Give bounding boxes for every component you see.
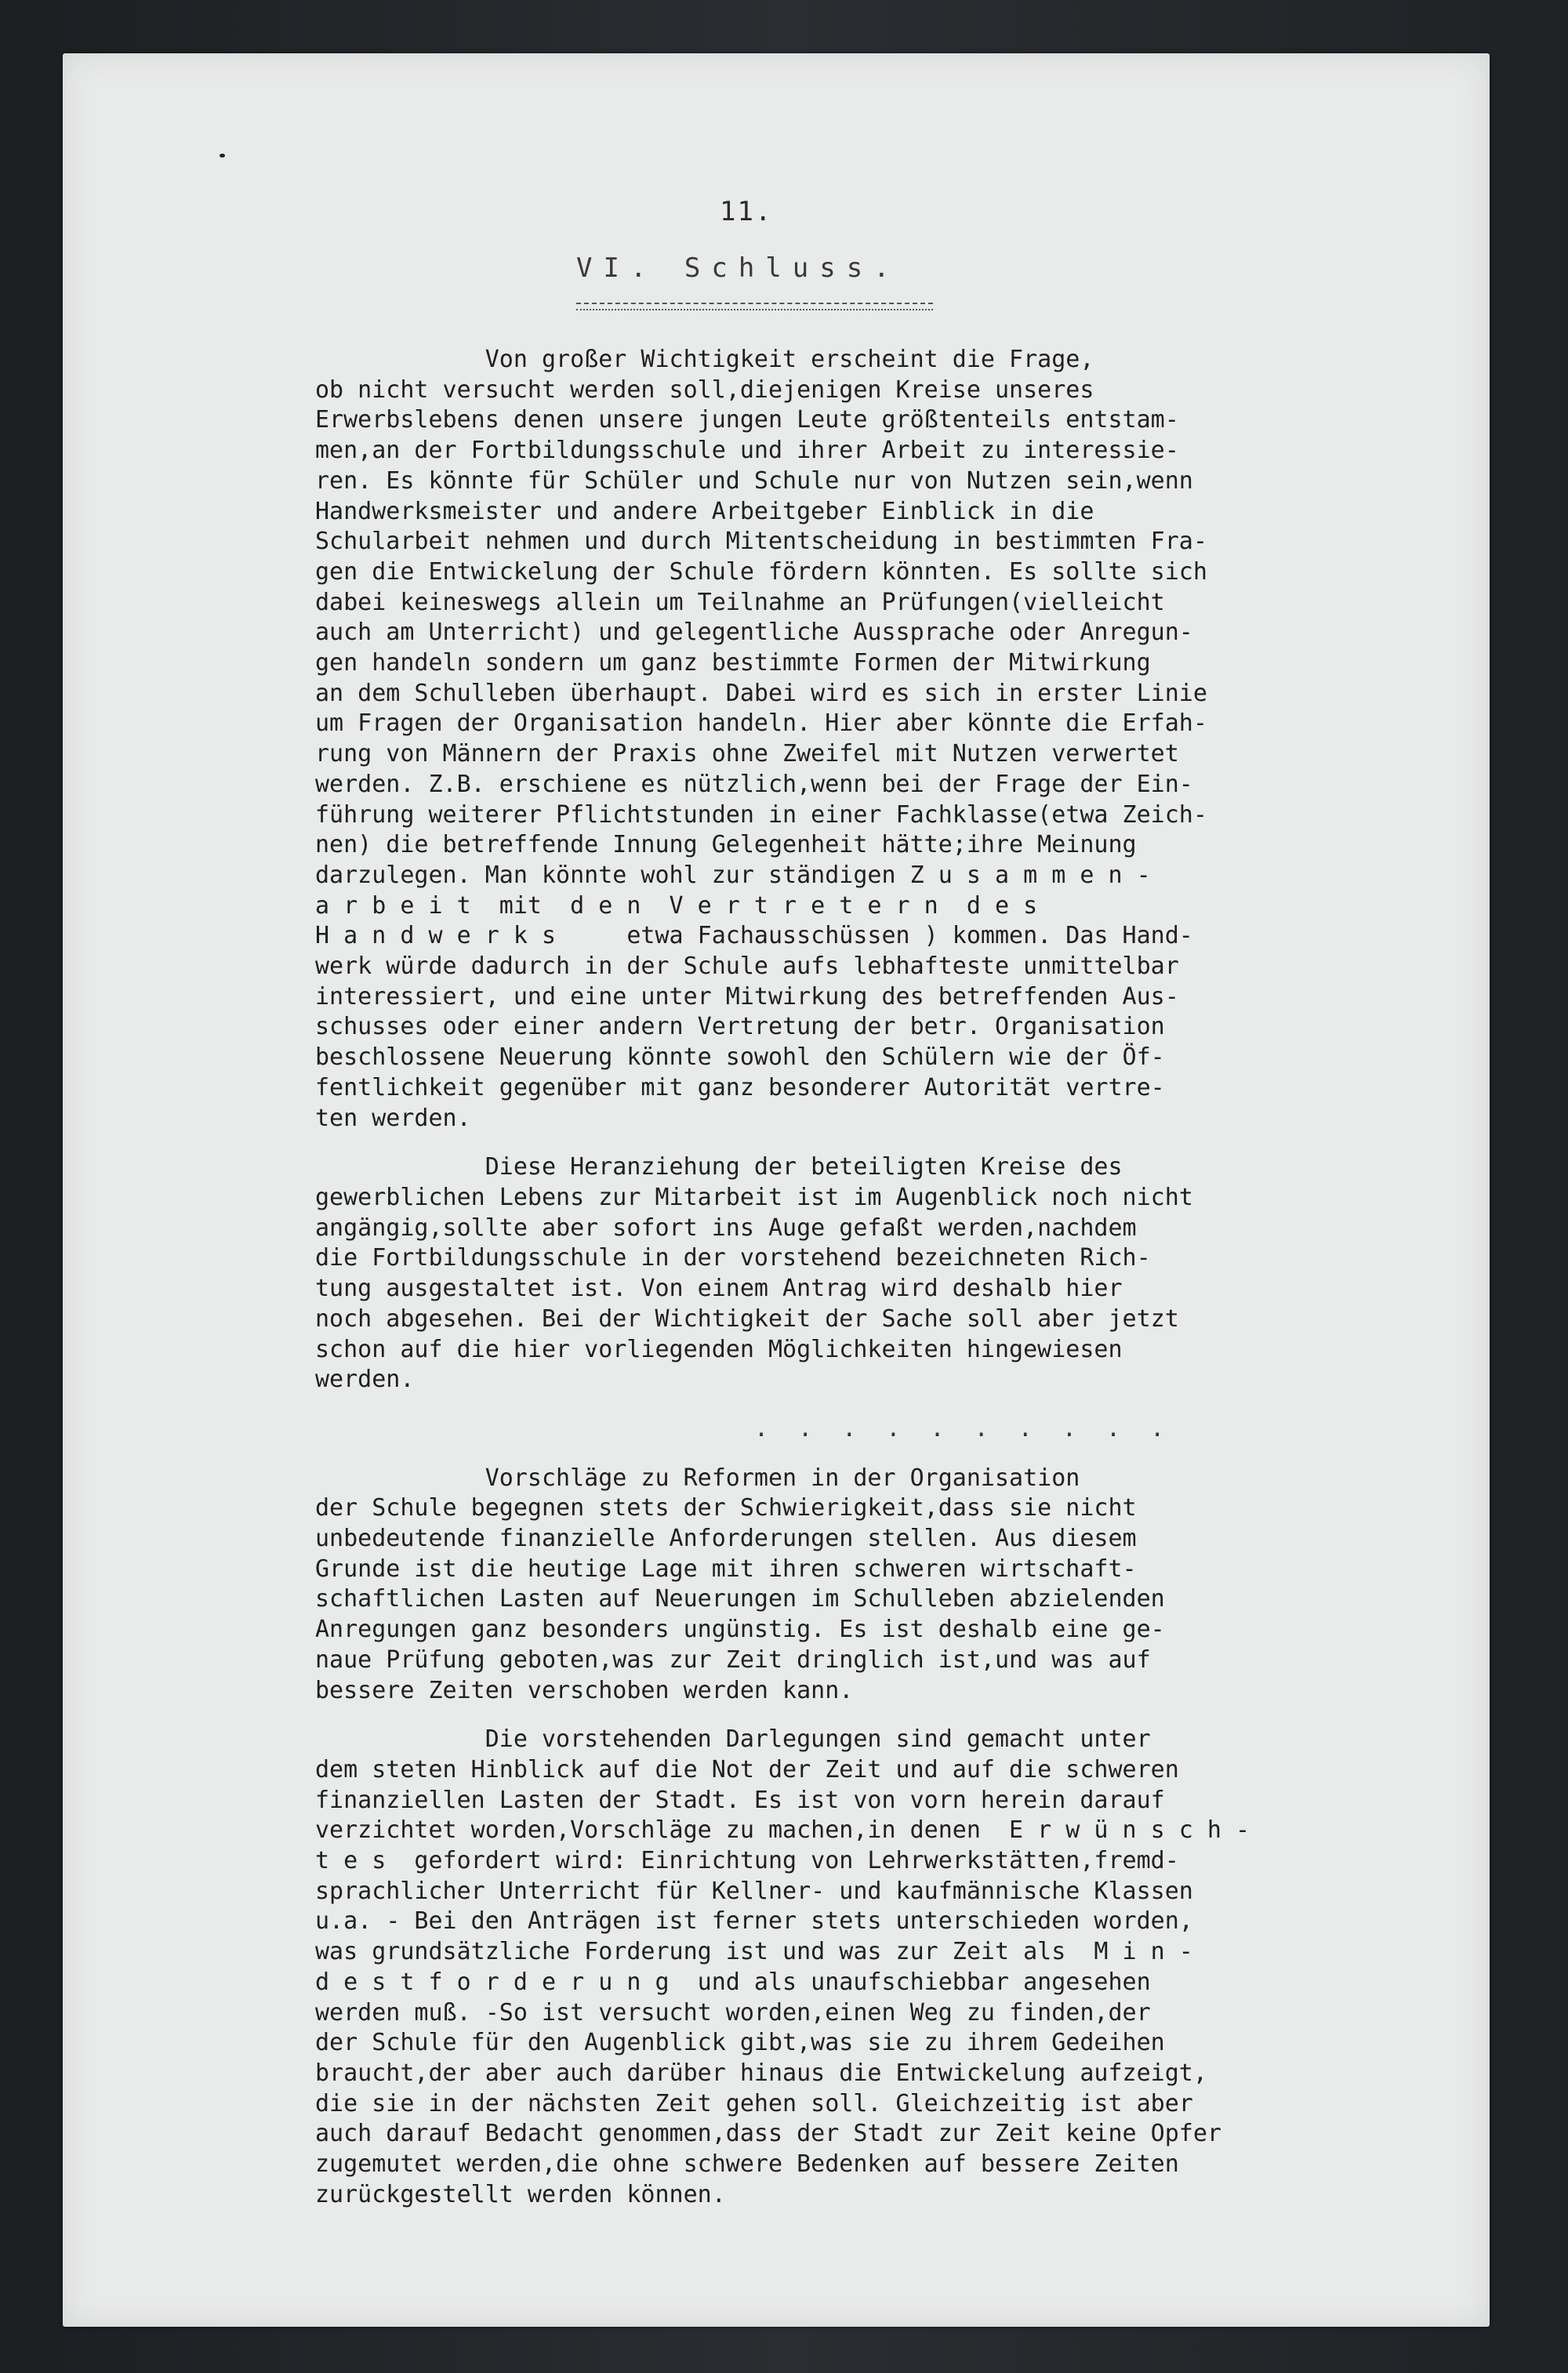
text-line: u.a. - Bei den Anträgen ist ferner stets unterschieden worden, (315, 1907, 1193, 1936)
text-line: werden. (315, 1366, 415, 1394)
text-line: verzichtet worden,Vorschläge zu machen,in denen E r w ü n s c h - (315, 1816, 1250, 1845)
text-line: noch abgesehen. Bei der Wichtigkeit der Sache soll aber jetzt (315, 1304, 1179, 1333)
text-line: a r b e i t mit d e n V e r t r e t e r n d e s (315, 891, 1038, 920)
text-line: t e s gefordert wird: Einrichtung von Lehrwerkstätten,fremd- (315, 1847, 1179, 1875)
text-line: was grundsätzliche Forderung ist und was zur Zeit als M i n - (315, 1938, 1193, 1966)
text-line: Von großer Wichtigkeit erscheint die Frage, (315, 346, 1094, 373)
separator-dots: . . . . . . . . . . (754, 1414, 1173, 1442)
text-line: gen handeln sondern um ganz bestimmte Formen der Mitwirkung (315, 649, 1151, 677)
text-line: die Fortbildungsschule in der vorstehend bezeichneten Rich- (315, 1244, 1151, 1272)
heading-underline-dotted (576, 309, 933, 310)
text-line: werk würde dadurch in der Schule aufs lebhafteste unmittelbar (315, 952, 1179, 981)
text-line: darzulegen. Man könnte wohl zur ständigen Z u s a m m e n - (315, 861, 1151, 889)
text-line: die sie in der nächsten Zeit gehen soll. Gleichzeitig ist aber (315, 2089, 1193, 2117)
paragraph-4 (315, 1725, 1460, 2210)
text-line: ten werden. (315, 1104, 471, 1132)
text-line: Erwerbslebens denen unsere jungen Leute größtenteils entstam- (315, 406, 1179, 434)
paragraph-3 (315, 1464, 1460, 1707)
text-line: zugemutet werden,die ohne schwere Bedenken auf bessere Zeiten (315, 2150, 1179, 2179)
text-line: führung weiterer Pflichtstunden in einer Fachklasse(etwa Zeich- (315, 800, 1207, 829)
text-line: schusses oder einer andern Vertretung der betr. Organisation (315, 1013, 1165, 1041)
text-line: Vorschläge zu Reformen in der Organisation (315, 1464, 1080, 1492)
text-line: ob nicht versucht werden soll,diejenigen Kreise unseres (315, 376, 1094, 404)
text-line: angängig,sollte aber sofort ins Auge gefaßt werden,nachdem (315, 1214, 1137, 1242)
paragraph-2 (315, 1152, 1460, 1395)
text-line: auch darauf Bedacht genommen,dass der Stadt zur Zeit keine Opfer (315, 2120, 1221, 2148)
text-line: beschlossene Neuerung könnte sowohl den Schülern wie der Öf- (315, 1043, 1165, 1072)
text-line: der Schule für den Augenblick gibt,was sie zu ihrem Gedeihen (315, 2029, 1165, 2057)
text-line: H a n d w e r k s etwa Fachausschüssen ) kommen. Das Hand- (315, 922, 1193, 950)
text-line: um Fragen der Organisation handeln. Hier aber könnte die Erfah- (315, 709, 1207, 738)
text-line: rung von Männern der Praxis ohne Zweifel mit Nutzen verwertet (315, 740, 1179, 768)
text-line: tung ausgestaltet ist. Von einem Antrag wird deshalb hier (315, 1275, 1123, 1303)
text-line: werden muß. -So ist versucht worden,einen Weg zu finden,der (315, 1998, 1151, 2026)
text-line: schaftlichen Lasten auf Neuerungen im Schulleben abzielenden (315, 1585, 1165, 1613)
text-line: werden. Z.B. erschiene es nützlich,wenn bei der Frage der Ein- (315, 770, 1193, 798)
text-line: Die vorstehenden Darlegungen sind gemacht unter (315, 1725, 1151, 1754)
section-heading: VI. Schluss. (576, 252, 901, 284)
text-line: Handwerksmeister und andere Arbeitgeber Einblick in die (315, 497, 1094, 525)
text-line: Schularbeit nehmen und durch Mitentscheidung in bestimmten Fra- (315, 528, 1207, 556)
page-number: 11. (720, 196, 773, 227)
text-line: Grunde ist die heutige Lage mit ihren schweren wirtschaft- (315, 1555, 1137, 1583)
text-line: braucht,der aber auch darüber hinaus die Entwickelung aufzeigt, (315, 2059, 1207, 2087)
text-line: zurückgestellt werden können. (315, 2180, 726, 2208)
text-line: Diese Heranziehung der beteiligten Kreise des (315, 1153, 1123, 1181)
text-line: bessere Zeiten verschoben werden kann. (315, 1676, 854, 1704)
text-line: fentlichkeit gegenüber mit ganz besonderer Autorität vertre- (315, 1073, 1165, 1101)
paragraph-1 (315, 345, 1460, 1134)
text-line: dabei keineswegs allein um Teilnahme an Prüfungen(vielleicht (315, 588, 1165, 616)
heading-underline (576, 303, 933, 304)
text-line: gen die Entwickelung der Schule fördern könnten. Es sollte sich (315, 557, 1207, 586)
text-line: schon auf die hier vorliegenden Möglichkeiten hingewiesen (315, 1335, 1123, 1363)
text-line: finanziellen Lasten der Stadt. Es ist von vorn herein darauf (315, 1786, 1165, 1814)
text-line: dem steten Hinblick auf die Not der Zeit und auf die schweren (315, 1755, 1179, 1783)
text-line: unbedeutende finanzielle Anforderungen stellen. Aus diesem (315, 1525, 1137, 1553)
text-line: ren. Es könnte für Schüler und Schule nur von Nutzen sein,wenn (315, 466, 1193, 495)
text-line: nen) die betreffende Innung Gelegenheit hätte;ihre Meinung (315, 831, 1137, 859)
ink-mark (220, 154, 225, 158)
text-line: interessiert, und eine unter Mitwirkung des betreffenden Aus- (315, 982, 1179, 1011)
text-line: auch am Unterricht) und gelegentliche Aussprache oder Anregun- (315, 619, 1193, 647)
text-line: gewerblichen Lebens zur Mitarbeit ist im Augenblick noch nicht (315, 1183, 1193, 1211)
text-line: sprachlicher Unterricht für Kellner- und kaufmännische Klassen (315, 1877, 1193, 1905)
text-line: Anregungen ganz besonders ungünstig. Es ist deshalb eine ge- (315, 1616, 1165, 1644)
text-line: men,an der Fortbildungsschule und ihrer Arbeit zu interessie- (315, 437, 1179, 465)
text-line: d e s t f o r d e r u n g und als unaufschiebbar angesehen (315, 1968, 1151, 1996)
text-line: naue Prüfung geboten,was zur Zeit dringlich ist,und was auf (315, 1645, 1151, 1674)
body-text (315, 345, 1460, 2210)
text-line: der Schule begegnen stets der Schwierigkeit,dass sie nicht (315, 1494, 1137, 1522)
text-line: an dem Schulleben überhaupt. Dabei wird es sich in erster Linie (315, 679, 1207, 707)
